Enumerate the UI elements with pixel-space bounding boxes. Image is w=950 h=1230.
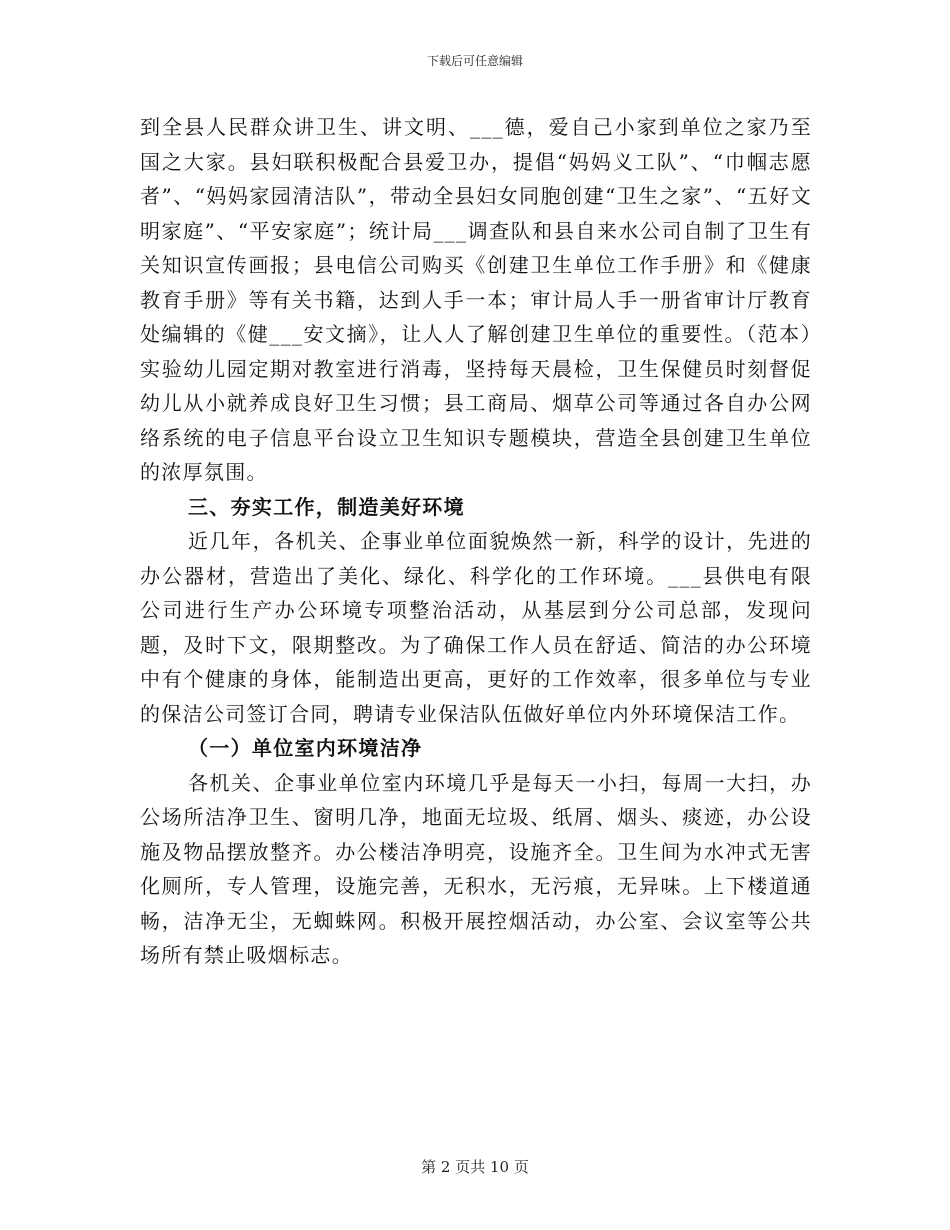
paragraph-3: 各机关、企事业单位室内环境几乎是每天一小扫，每周一大扫，办公场所洁净卫生、窗明几净，地面无垃圾、纸屑、烟头、痰迹，办公设施及物品摆放整齐。办公楼洁净明亮，设施齐全。卫生间为水冲式无害化厕所，专人管理，设施完善，无积水，无污痕，无异味。上下楼道通畅，洁净无尘，无蜘蛛网。积极开展控烟活动，办公室、会议室等公共场所有禁止吸烟标志。 [140, 770, 812, 967]
document-body [140, 110, 812, 973]
section-heading-3: 三、夯实工作，制造美好环境 [188, 494, 465, 519]
page-footer: 第 2 页共 10 页 [421, 1158, 529, 1176]
page-header: 下载后可任意编辑 [426, 54, 523, 68]
paragraph-1: 到全县人民群众讲卫生、讲文明、___德，爱自己小家到单位之家乃至国之大家。县妇联积极配合县爱卫办，提倡“妈妈义工队”、“巾帼志愿者”、“妈妈家园清洁队”，带动全县妇女同胞创建“卫生之家”、“五好文明家庭”、“平安家庭”；统计局___调查队和县自来水公司自制了卫生有关知识宣传画报；县电信公司购买《创建卫生单位工作手册》和《健康教育手册》等有关书籍，达到人手一本；审计局人手一册省审计厅教育处编辑的《健___安文摘》，让人人了解创建卫生单位的重要性。（范本）实验幼儿园定期对教室进行消毒，坚持每天晨检，卫生保健员时刻督促幼儿从小就养成良好卫生习惯；县工商局、烟草公司等通过各自办公网络系统的电子信息平台设立卫生知识专题模块，营造全县创建卫生单位的浓厚氛围。 [140, 115, 812, 484]
subsection-heading-1: （一）单位室内环境洁净 [188, 736, 423, 760]
paragraph-2: 近几年，各机关、企事业单位面貌焕然一新，科学的设计，先进的办公器材，营造出了美化、绿化、科学化的工作环境。___县供电有限公司进行生产办公环境专项整治活动，从基层到分公司总部，发现问题，及时下文，限期整改。为了确保工作人员在舒适、简洁的办公环境中有个健康的身体，能制造出更高，更好的工作效率，很多单位与专业的保洁公司签订合同，聘请专业保洁队伍做好单位内外环境保洁工作。 [140, 529, 812, 726]
